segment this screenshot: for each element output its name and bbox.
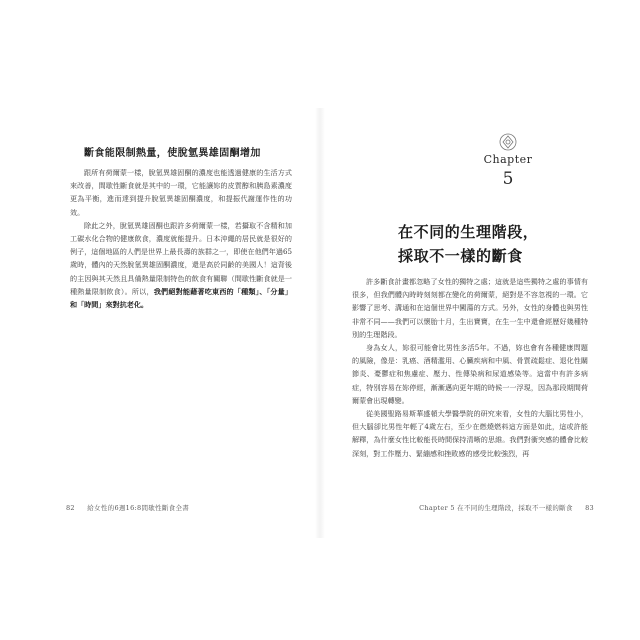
page-number: 83 <box>585 504 594 512</box>
paragraph <box>70 219 292 311</box>
chapter-emblem-icon <box>499 133 517 151</box>
chapter-label: Chapter <box>483 153 533 166</box>
chapter-title-line: 採取不一樣的斷食 <box>398 247 523 265</box>
right-page-body <box>352 275 588 460</box>
right-folio <box>419 503 594 512</box>
left-folio <box>66 503 189 512</box>
right-page <box>320 108 612 538</box>
left-page <box>28 108 320 538</box>
page-number: 82 <box>66 504 75 512</box>
left-page-body <box>70 166 292 311</box>
paragraph-text: 除此之外，脫氫異雄固酮也跟許多荷爾蒙一樣，若攝取不含精和加工碳水化合物的健康飲食，濃度就能提升。日本沖繩的居民就是很好的例子，這個地區的人們是世界上最長壽的族群之一，即使在他們年過65歲時，體內的天然脫氫異雄固酮濃度，還是高於同齡的美國人！這背後的主因與其天然且具備熱量限制特色的飲食有關聯（間歇性斷食就是一種熱量限制飲食）。所以， <box>70 220 292 296</box>
emphasis-text: 我們絕對能藉著吃東西的「種類」、「分量」和「時間」來對抗老化。 <box>70 286 292 310</box>
paragraph: 許多斷食計畫都忽略了女性的獨特之處；這就是這些獨特之處的事情有很多，但我們體內時時刻刻都在變化的荷爾蒙，絕對是不容忽視的一環。它影響了思考、溝通和在這個世界中闖蕩的方式。另外，女性的身體也與男性非常不同——我們可以懷胎十月，生出寶寶，在生一生中還會經歷好幾種特別的生理階段。 <box>352 277 588 339</box>
paragraph: 從美國聖路易斯華盛頓大學醫學院的研究來看，女性的大腦比男性小，但大腦卻比男性年輕了4歲左右，至少在燃燒燃料這方面是如此，這或許能解釋，為什麼女性比較能長時間保持清晰的思維。我們對衝突感的體會比較深刻，對工作壓力、緊繃感和挫敗感的感受比較強烈，再 <box>352 409 588 458</box>
chapter-title <box>398 220 588 268</box>
section-heading: 斷食能限制熱量，使脫氫異雄固酮增加 <box>84 148 261 159</box>
book-spread <box>28 108 612 538</box>
chapter-title-line: 在不同的生理階段， <box>398 223 539 241</box>
paragraph: 身為女人，妳很可能會比男性多活5年。不過，妳也會有各種健康問題的風險，像是：乳癌、酒精濫用、心臟疾病和中風、骨質疏鬆症、退化性關節炎、憂鬱症和焦慮症、壓力、性傳染病和尿道感染等。這當中有許多病症，特別容易在妳停經，漸漸邁向更年期的時候一一浮現，因為那段期間荷爾蒙會出現轉變。 <box>352 343 588 405</box>
chapter-number: 5 <box>502 169 514 189</box>
running-title: 給女性的6週16:8間歇性斷食全書 <box>87 504 190 512</box>
paragraph: 跟所有荷爾蒙一樣，脫氫異雄固酮的濃度也能透過健康的生活方式來改善，間歇性斷食就是其中的一環，它能讓妳的皮質醇和胰島素濃度更為平衡，進而達到提升脫氫異雄固酮濃度，和提振代謝運作性的功效。 <box>70 168 292 217</box>
running-title: Chapter 5 在不同的生理階段，採取不一樣的斷食 <box>419 504 573 512</box>
